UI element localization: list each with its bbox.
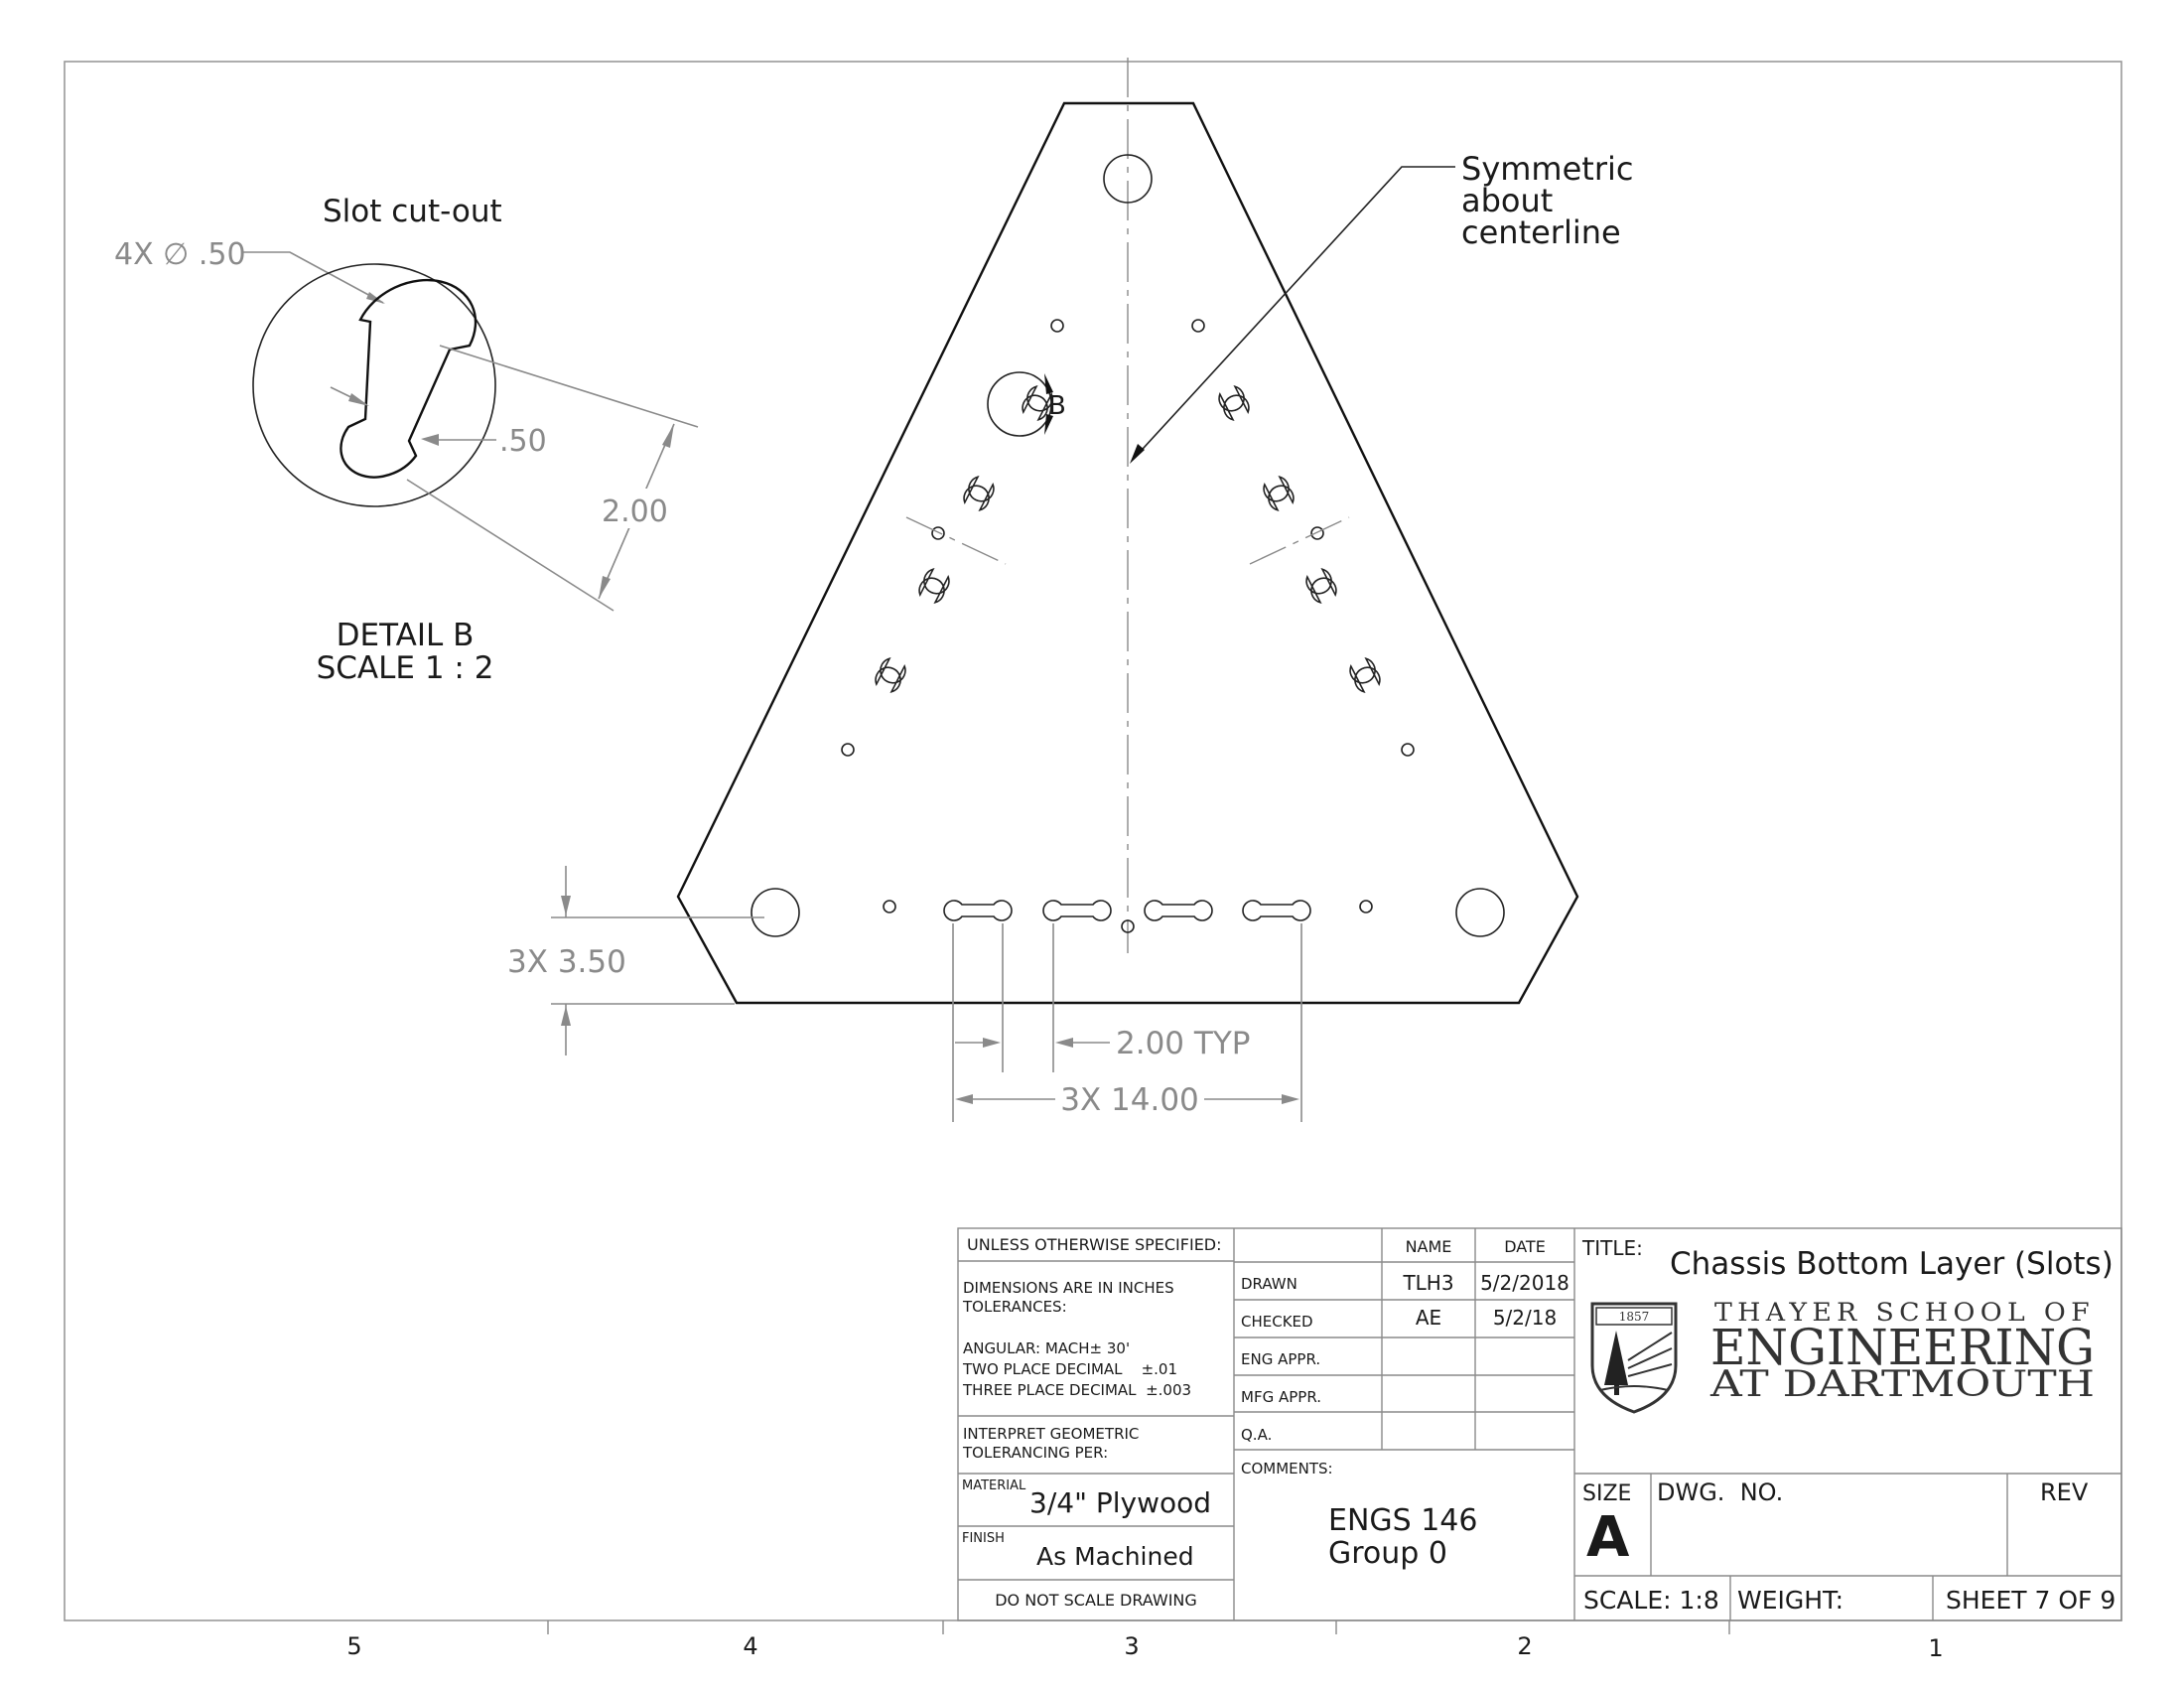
- tb-comment-2: Group 0: [1328, 1536, 1447, 1571]
- small-hole: [1360, 901, 1372, 913]
- slot-right-4: [1347, 656, 1382, 693]
- detail-b-marker-circle: [988, 372, 1051, 436]
- tb-tol-angular: ANGULAR: MACH± 30': [963, 1339, 1131, 1357]
- tb-dims-2: TOLERANCES:: [963, 1298, 1067, 1316]
- tb-hdr-date: DATE: [1504, 1237, 1546, 1256]
- mount-hole-right: [1456, 889, 1504, 936]
- detail-b-view: [114, 194, 698, 686]
- tb-row-qa-label: Q.A.: [1241, 1426, 1273, 1444]
- tb-comments-label: COMMENTS:: [1241, 1460, 1333, 1477]
- tb-rev-label: REV: [2040, 1478, 2089, 1506]
- logo-year: 1857: [1618, 1310, 1650, 1324]
- note-about: about: [1461, 182, 1554, 219]
- tb-size: A: [1586, 1505, 1630, 1570]
- dim-height: 3X 3.50: [507, 944, 626, 980]
- tb-material-label: MATERIAL: [962, 1478, 1026, 1493]
- tb-title-label: TITLE:: [1582, 1236, 1643, 1260]
- zone-2: 2: [1517, 1632, 1533, 1660]
- tb-row-checked-name: AE: [1415, 1306, 1442, 1330]
- tb-finish: As Machined: [1036, 1542, 1194, 1571]
- tb-row-drawn-name: TLH3: [1403, 1271, 1454, 1295]
- tb-finish-label: FINISH: [962, 1531, 1005, 1546]
- school-line-3: AT DARTMOUTH: [1708, 1364, 2095, 1405]
- tb-interpret-2: TOLERANCING PER:: [963, 1444, 1109, 1462]
- zone-markers: [346, 1620, 1943, 1662]
- tb-row-checked-label: CHECKED: [1241, 1313, 1313, 1331]
- school-line-1: THAYER SCHOOL OF: [1714, 1298, 2095, 1327]
- small-hole: [842, 744, 854, 756]
- zone-1: 1: [1928, 1634, 1944, 1662]
- slot-bottom-3: [1145, 901, 1212, 920]
- slot-left-2: [961, 475, 996, 511]
- tb-row-drawn-date: 5/2/2018: [1480, 1271, 1570, 1295]
- slot-right-1: [1216, 384, 1251, 421]
- dim-typ: 2.00 TYP: [1116, 1026, 1251, 1061]
- tb-dims-1: DIMENSIONS ARE IN INCHES: [963, 1279, 1174, 1297]
- zone-4: 4: [743, 1632, 758, 1660]
- title-block: [958, 1228, 2121, 1620]
- small-hole: [884, 901, 895, 913]
- note-centerline: centerline: [1461, 213, 1621, 251]
- diameter-callout: 4X ∅ .50: [114, 237, 246, 272]
- dartmouth-shield-logo: [1592, 1304, 1676, 1412]
- tb-comment-1: ENGS 146: [1328, 1503, 1478, 1538]
- mount-hole-left: [751, 889, 799, 936]
- small-hole: [932, 527, 944, 539]
- detail-slot-outline: [341, 280, 476, 477]
- note-symmetric: Symmetric: [1461, 150, 1634, 188]
- zone-3: 3: [1124, 1632, 1140, 1660]
- tb-row-checked-date: 5/2/18: [1492, 1306, 1558, 1330]
- tb-do-not-scale: DO NOT SCALE DRAWING: [995, 1591, 1197, 1610]
- slot-left-3: [916, 567, 951, 604]
- tb-interpret-1: INTERPRET GEOMETRIC: [963, 1425, 1140, 1443]
- tb-size-label: SIZE: [1582, 1481, 1632, 1506]
- small-hole: [1402, 744, 1414, 756]
- slot-right-3: [1303, 567, 1338, 604]
- tb-sheet: SHEET 7 OF 9: [1946, 1586, 2116, 1615]
- width-callout: .50: [499, 424, 547, 459]
- tb-tol-two: TWO PLACE DECIMAL ±.01: [963, 1360, 1178, 1378]
- school-line-2: ENGINEERING: [1710, 1319, 2095, 1376]
- slot-bottom-2: [1043, 901, 1111, 920]
- tb-weight: WEIGHT:: [1737, 1586, 1844, 1615]
- slot-left-4: [873, 656, 907, 693]
- tb-row-eng-label: ENG APPR.: [1241, 1350, 1321, 1368]
- small-hole: [1311, 527, 1323, 539]
- slot-bottom-4: [1243, 901, 1310, 920]
- tb-material: 3/4" Plywood: [1029, 1486, 1212, 1519]
- tb-row-mfg-label: MFG APPR.: [1241, 1388, 1321, 1406]
- detail-scale: SCALE 1 : 2: [316, 650, 494, 686]
- tb-unless: UNLESS OTHERWISE SPECIFIED:: [967, 1235, 1222, 1254]
- main-view: [507, 58, 1633, 1122]
- small-hole: [1051, 320, 1063, 332]
- detail-title: DETAIL B: [336, 618, 475, 653]
- tb-tol-three: THREE PLACE DECIMAL ±.003: [963, 1381, 1192, 1399]
- length-callout: 2.00: [602, 494, 668, 529]
- tb-scale: SCALE: 1:8: [1583, 1586, 1719, 1615]
- small-hole: [1192, 320, 1204, 332]
- detail-b-marker-label: B: [1048, 391, 1066, 421]
- dim-spacing: 3X 14.00: [1060, 1082, 1199, 1118]
- slot-bottom-1: [944, 901, 1012, 920]
- slot-right-2: [1261, 475, 1296, 511]
- tb-dwg-no-label: DWG. NO.: [1657, 1478, 1784, 1506]
- tb-hdr-name: NAME: [1405, 1237, 1452, 1256]
- zone-5: 5: [346, 1632, 362, 1660]
- tb-title: Chassis Bottom Layer (Slots): [1670, 1246, 2114, 1282]
- detail-heading: Slot cut-out: [323, 194, 502, 229]
- tb-row-drawn-label: DRAWN: [1241, 1275, 1297, 1293]
